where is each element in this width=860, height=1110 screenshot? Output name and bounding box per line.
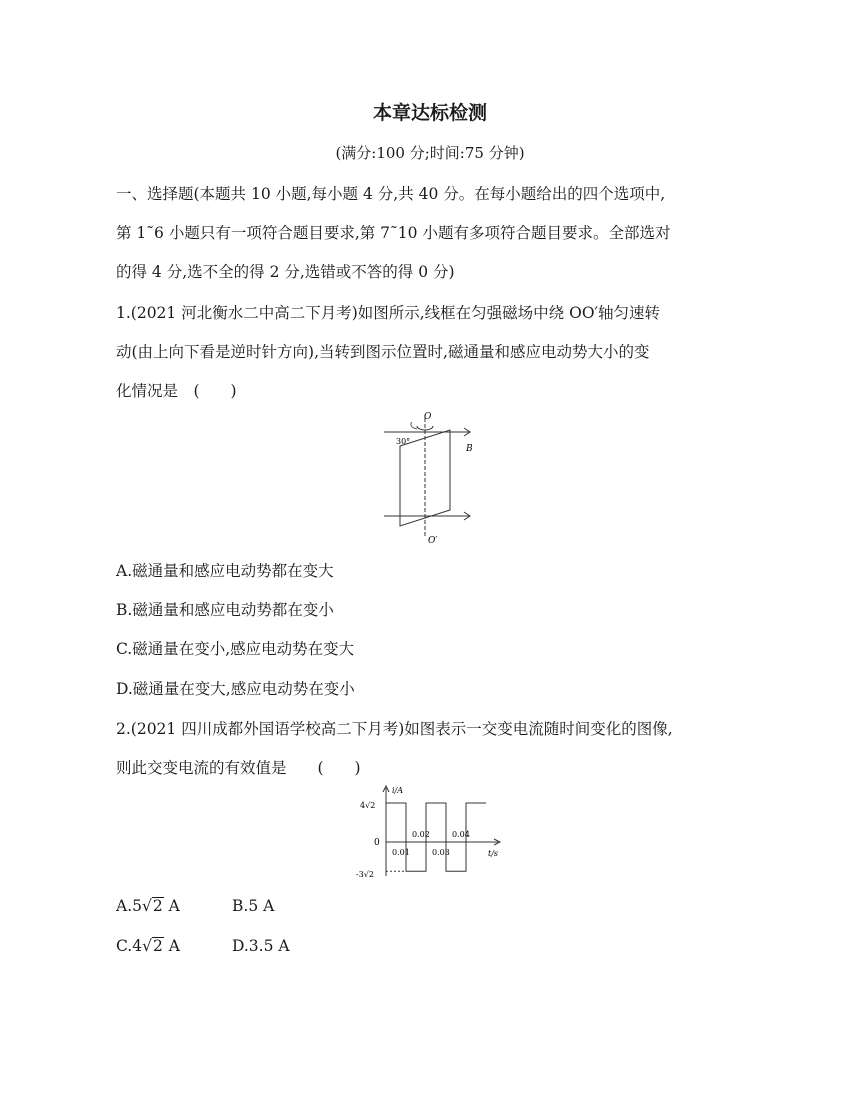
section-instructions-line-3: 的得 4 分,选不全的得 2 分,选错或不答的得 0 分) [116, 263, 455, 281]
q2-option-c-prefix: C.4 [116, 937, 143, 955]
y-tick-negative: -3√2 [356, 870, 374, 879]
page-title: 本章达标检测 [372, 102, 487, 124]
q2-option-a-radicand: 2 [152, 897, 163, 915]
x-tick-0.04: 0.04 [452, 830, 470, 839]
q1-stem-line-1: 1.(2021 河北衡水二中高二下月考)如图所示,线框在匀强磁场中绕 OO′轴匀速转 [116, 304, 661, 322]
angle-label: 30° [396, 437, 411, 446]
q1-option-a[interactable]: A.磁通量和感应电动势都在变大 [116, 562, 334, 580]
y-tick-positive: 4√2 [360, 801, 376, 810]
origin-label: 0 [374, 838, 380, 848]
q2-option-a[interactable] [116, 897, 180, 915]
x-axis-label: t/s [488, 849, 499, 858]
x-tick-0.02: 0.02 [412, 830, 430, 839]
axis-label-bottom: O′ [428, 536, 438, 546]
q2-option-b[interactable]: B.5 A [232, 897, 275, 915]
sqrt-symbol: √ [141, 897, 152, 915]
q2-option-a-prefix: A.5 [116, 897, 142, 915]
q2-stem-line-2: 则此交变电流的有效值是 ( ) [116, 759, 361, 777]
y-axis-label: i/A [392, 786, 404, 795]
q1-option-b[interactable]: B.磁通量和感应电动势都在变小 [116, 601, 334, 619]
q2-option-c-unit: A [163, 937, 180, 955]
section-instructions-line-2: 第 1˜6 小题只有一项符合题目要求,第 7˜10 小题有多项符合题目要求。全部选对 [116, 224, 671, 242]
sqrt-symbol: √ [142, 937, 152, 955]
q2-chart [352, 782, 512, 882]
section-instructions-line-1: 一、选择题(本题共 10 小题,每小题 4 分,共 40 分。在每小题给出的四个选项中, [116, 185, 666, 203]
score-time-info: (满分:100 分;时间:75 分钟) [335, 144, 525, 162]
q1-stem-line-2: 动(由上向下看是逆时针方向),当转到图示位置时,磁通量和感应电动势大小的变 [116, 343, 650, 361]
q1-option-d[interactable]: D.磁通量在变大,感应电动势在变小 [116, 680, 355, 698]
x-tick-0.03: 0.03 [432, 848, 450, 857]
axis-label-top: O [424, 412, 432, 422]
current-waveform [386, 803, 486, 871]
q2-option-a-unit: A [163, 897, 180, 915]
q2-option-d[interactable]: D.3.5 A [232, 937, 290, 955]
q2-option-c[interactable] [116, 937, 180, 955]
q1-figure [380, 408, 490, 548]
x-tick-0.01: 0.01 [392, 848, 410, 857]
q1-stem-line-3: 化情况是 ( ) [116, 382, 237, 400]
q1-option-c[interactable]: C.磁通量在变小,感应电动势在变大 [116, 640, 355, 658]
q2-stem-line-1: 2.(2021 四川成都外国语学校高二下月考)如图表示一交变电流随时间变化的图像, [116, 720, 673, 738]
q2-option-c-radicand: 2 [153, 937, 163, 955]
field-label: B [466, 444, 473, 454]
